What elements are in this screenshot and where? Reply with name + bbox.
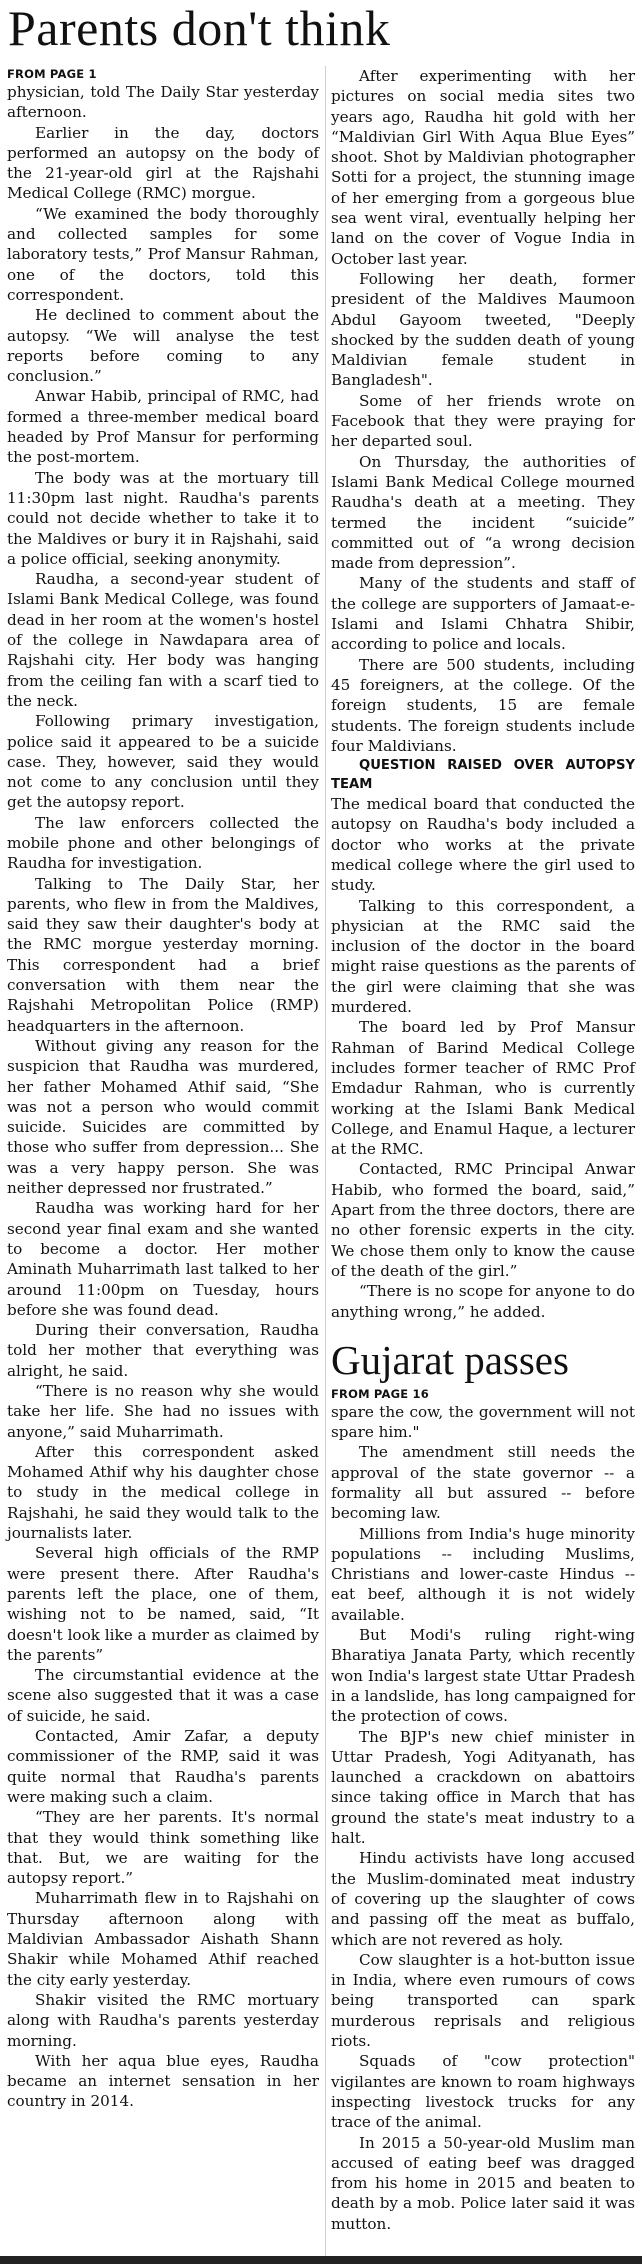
second-story-paragraph: The BJP's new chief minister in Uttar Pradesh, Yogi Adityanath, has launched a crackdown on abattoirs since taking office in March that has ground the state's meat industry to a halt.	[331, 1727, 635, 1848]
story-paragraph: Some of her friends wrote on Facebook that they were praying for her departed soul.	[331, 391, 635, 451]
story-paragraph: Talking to this correspondent, a physician at the RMC said the inclusion of the doctor in the board might raise questions as the parents of the girl were claiming that she was murdered.	[331, 896, 635, 1017]
story-paragraph: “They are her parents. It's normal that they would think something like that. But, we are waiting for the autopsy report.”	[7, 1808, 319, 1888]
story-paragraph: The board led by Prof Mansur Rahman of Barind Medical College includes former teacher of RMC Prof Emdadur Rahman, who is currently working at the Islami Bank Medical College, and Enamul Haque, a lecturer at the RMC.	[331, 1018, 635, 1159]
story-subhead: QUESTION RAISED OVER AUTOPSY TEAM	[331, 758, 635, 793]
story-paragraph: Earlier in the day, doctors performed an autopsy on the body of the 21-year-old girl at the Rajshahi Medical College (RMC) morgue.	[7, 123, 319, 203]
story-paragraph: There are 500 students, including 45 foreigners, at the college. Of the foreign students, 15 are female students. The foreign students include four Maldivians.	[331, 655, 635, 755]
story-paragraph: After experimenting with her pictures on social media sites two years ago, Raudha hit gold with her “Maldivian Girl With Aqua Blue Eyes” shoot. Shot by Maldivian photographer Sotti for a project, the stunning image of her emerging from a gorgeous blue sea went viral, eventually helping her land on the cover of Vogue India in October last year.	[331, 67, 635, 268]
story-paragraph: Contacted, Amir Zafar, a deputy commissioner of the RMP, said it was quite normal that Raudha's parents were making such a claim.	[7, 1727, 319, 1806]
second-story-paragraph: Squads of "cow protection" vigilantes are known to roam highways inspecting livestock trucks for any trace of the animal.	[331, 2052, 635, 2132]
story-paragraph: Following her death, former president of the Maldives Maumoon Abdul Gayoom tweeted, "Deeply shocked by the sudden death of young Maldivian female student in Bangladesh".	[331, 269, 635, 390]
story-paragraph: Several high officials of the RMP were present there. After Raudha's parents left the place, one of them, wishing not to be named, said, “It doesn't look like a murder as claimed by the parents”	[7, 1544, 319, 1664]
story-paragraph: “There is no reason why she would take her life. She had no issues with anyone,” said Muharrimath.	[7, 1382, 319, 1441]
story-paragraph: physician, told The Daily Star yesterday afternoon.	[7, 83, 319, 122]
second-story-dateline: FROM PAGE 16	[331, 1386, 429, 1401]
story-paragraph: The body was at the mortuary till 11:30pm last night. Raudha's parents could not decide whether to take it to the Maldives or bury it in Rajshahi, said a police official, seeking anonymity.	[7, 468, 319, 568]
page-bottom-rule	[0, 2256, 642, 2264]
second-story-headline: Gujarat passes	[331, 1336, 569, 1383]
story-paragraph: “We examined the body thoroughly and collected samples for some laboratory tests,” Prof Mansur Rahman, one of the doctors, told this correspondent.	[7, 204, 319, 304]
story-paragraph: Shakir visited the RMC mortuary along with Raudha's parents yesterday morning.	[7, 1990, 319, 2050]
story-paragraph: He declined to comment about the autopsy. “We will analyse the test reports before coming to any conclusion.”	[7, 306, 319, 386]
story-paragraph: Raudha, a second-year student of Islami Bank Medical College, was found dead in her room at the women's hostel of the college in Nawdapara area of Rajshahi city. Her body was hanging from the ceiling fan with a scarf tied to the neck.	[7, 570, 319, 710]
story-paragraph: The law enforcers collected the mobile phone and other belongings of Raudha for investigation.	[7, 813, 319, 873]
story-paragraph: Contacted, RMC Principal Anwar Habib, who formed the board, said,” Apart from the three doctors, there are no other forensic experts in the city. We chose them only to know the cause of the death of the girl.”	[331, 1160, 635, 1280]
story-paragraph: During their conversation, Raudha told her mother that everything was alright, he said.	[7, 1321, 319, 1380]
story-paragraph: The medical board that conducted the autopsy on Raudha's body included a doctor who works at the private medical college where the girl used to study.	[331, 795, 635, 895]
story-paragraph: Without giving any reason for the suspicion that Raudha was murdered, her father Mohamed Athif said, “She was not a person who would commit suicide. Suicides are committed by those who suffer from depression... She was a very happy person. She was neither depressed nor frustrated.”	[7, 1036, 319, 1198]
story-paragraph: After this correspondent asked Mohamed Athif why his daughter chose to study in the medical college in Rajshahi, he said they would talk to the journalists later.	[7, 1442, 319, 1543]
second-story-paragraph: Millions from India's huge minority populations -- including Muslims, Christians and lower-caste Hindus -- eat beef, although it is not widely available.	[331, 1524, 635, 1624]
story-dateline: FROM PAGE 1	[7, 67, 97, 81]
story-column-left	[7, 66, 319, 2112]
second-story-paragraph: Cow slaughter is a hot-button issue in India, where even rumours of cows being transported can spark murderous reprisals and religious riots.	[331, 1950, 635, 2051]
story-paragraph: “There is no scope for anyone to do anything wrong,” he added.	[331, 1282, 635, 1321]
second-story-paragraph: But Modi's ruling right-wing Bharatiya Janata Party, which recently won India's largest state Uttar Pradesh in a landslide, has long campaigned for the protection of cows.	[331, 1626, 635, 1726]
story-paragraph: Talking to The Daily Star, her parents, who flew in from the Maldives, said they saw their daughter's body at the RMC morgue yesterday morning. This correspondent had a brief conversation with them near the Rajshahi Metropolitan Police (RMP) headquarters in the afternoon.	[7, 874, 319, 1035]
story-column-right	[331, 66, 635, 2234]
column-divider	[325, 66, 326, 2258]
second-story-paragraph: In 2015 a 50-year-old Muslim man accused of eating beef was dragged from his home in 2015 and beaten to death by a mob. Police later said it was mutton.	[331, 2133, 635, 2233]
story-paragraph: On Thursday, the authorities of Islami Bank Medical College mourned Raudha's death at a meeting. They termed the incident “suicide” committed out of “a wrong decision made from depression”.	[331, 452, 635, 573]
second-story-paragraph: The amendment still needs the approval of the state governor -- a formality all but assured -- before becoming law.	[331, 1443, 635, 1523]
story-paragraph: Anwar Habib, principal of RMC, had formed a three-member medical board headed by Prof Mansur for performing the post-mortem.	[7, 387, 319, 467]
story-paragraph: Raudha was working hard for her second year final exam and she wanted to become a doctor. Her mother Aminath Muharrimath last talked to her around 11:00pm on Tuesday, hours before she was found dead.	[7, 1199, 319, 1319]
second-story-paragraph: spare the cow, the government will not spare him."	[331, 1402, 635, 1442]
second-story-paragraph: Hindu activists have long accused the Muslim-dominated meat industry of covering up the slaughter of cows and passing off the meat as buffalo, which are not revered as holy.	[331, 1849, 635, 1949]
story-headline: Parents don't think	[8, 0, 391, 56]
story-paragraph: With her aqua blue eyes, Raudha became an internet sensation in her country in 2014.	[7, 2051, 319, 2111]
story-paragraph: The circumstantial evidence at the scene also suggested that it was a case of suicide, he said.	[7, 1666, 319, 1725]
story-paragraph: Many of the students and staff of the college are supporters of Jamaat-e-Islami and Islami Chhatra Shibir, according to police and locals.	[331, 574, 635, 654]
story-paragraph: Following primary investigation, police said it appeared to be a suicide case. They, however, said they would not come to any conclusion until they get the autopsy report.	[7, 712, 319, 812]
story-paragraph: Muharrimath flew in to Rajshahi on Thursday afternoon along with Maldivian Ambassador Aishath Shann Shakir while Mohamed Athif reached the city early yesterday.	[7, 1889, 319, 1989]
